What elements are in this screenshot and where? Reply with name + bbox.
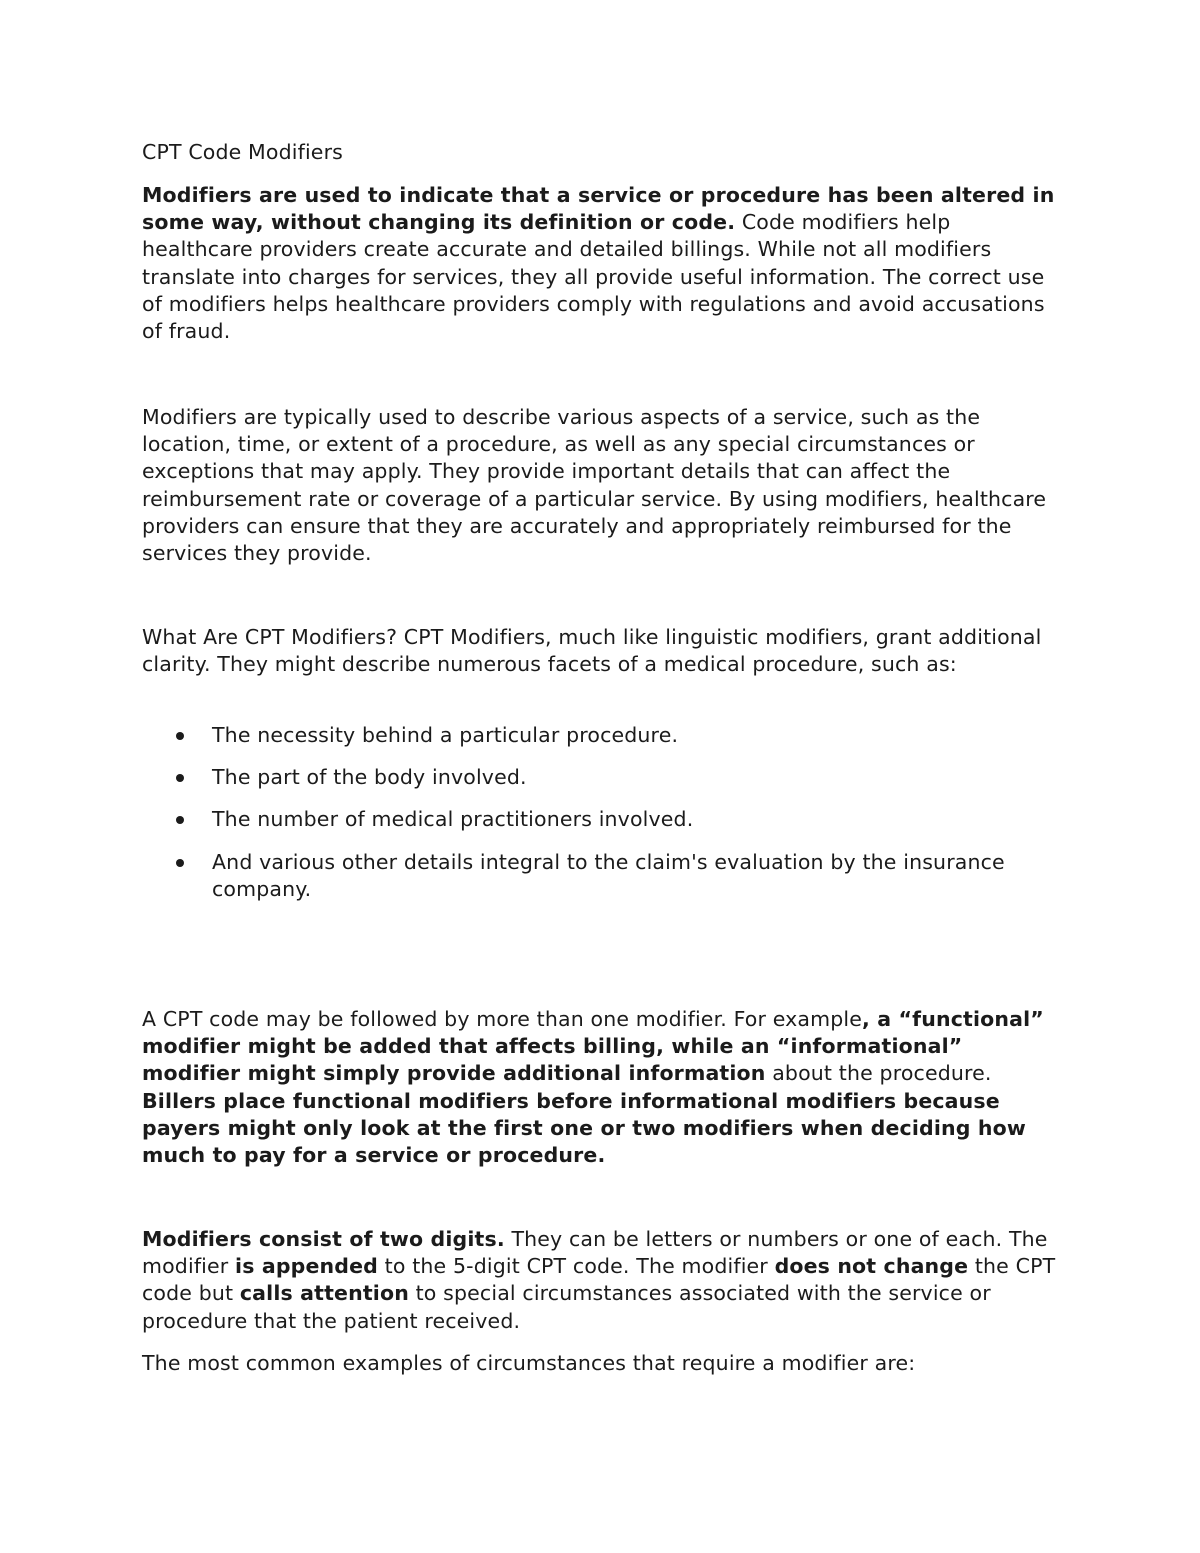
paragraph-two-digits: Modifiers consist of two digits. They can be letters or numbers or one of each. The modifier is appended to the 5-digit CPT code. The modifier does not change the CPT code but calls attention to special circumstances associated with the service or procedure that the patient received.: [142, 1227, 1056, 1333]
bullet-icon: [176, 732, 184, 740]
paragraph-common-examples: The most common examples of circumstances that require a modifier are:: [142, 1351, 916, 1375]
document-title: CPT Code Modifiers: [142, 140, 343, 164]
intro-text: Code modifiers help healthcare providers create accurate and detailed billings. While not all modifiers translate into charges for services, they all provide useful information. The correct use of modifiers helps healthcare providers comply with regulations and avoid accusations of fraud.: [142, 210, 1045, 344]
list-item: The number of medical practitioners involved.: [142, 806, 1067, 833]
paragraph-aspects: Modifiers are typically used to describe various aspects of a service, such as the location, time, or extent of a procedure, as well as any special circumstances or exceptions that may apply. They provide important details that can affect the reimbursement rate or coverage of a particular service. By using modifiers, healthcare providers can ensure that they are accurately and appropriately reimbursed for the services they provide.: [142, 405, 1047, 566]
paragraph-multiple-modifiers: A CPT code may be followed by more than one modifier. For example, a “functional” modifier might be added that affects billing, while an “informational” modifier might simply provide additional information about the procedure. Billers place functional modifiers before informational modifiers because payers might only look at the first one or two modifiers when deciding how much to pay for a service or procedure.: [142, 1007, 1044, 1168]
list-item: And various other details integral to the claim's evaluation by the insurance company.: [142, 849, 1067, 903]
bullet-icon: [176, 816, 184, 824]
bullet-icon: [176, 859, 184, 867]
list-item: The necessity behind a particular procedure.: [142, 722, 1067, 749]
bullet-icon: [176, 774, 184, 782]
intro-bold-text: Modifiers are used to indicate that a service or procedure has been altered in some way, without changing its definition or code.: [142, 183, 1055, 235]
paragraph-what-are: What Are CPT Modifiers? CPT Modifiers, much like linguistic modifiers, grant additional clarity. They might describe numerous facets of a medical procedure, such as:: [142, 625, 1042, 677]
list-item: The part of the body involved.: [142, 764, 1067, 791]
bullet-list: [142, 722, 1067, 918]
paragraph-intro: [142, 182, 1067, 345]
